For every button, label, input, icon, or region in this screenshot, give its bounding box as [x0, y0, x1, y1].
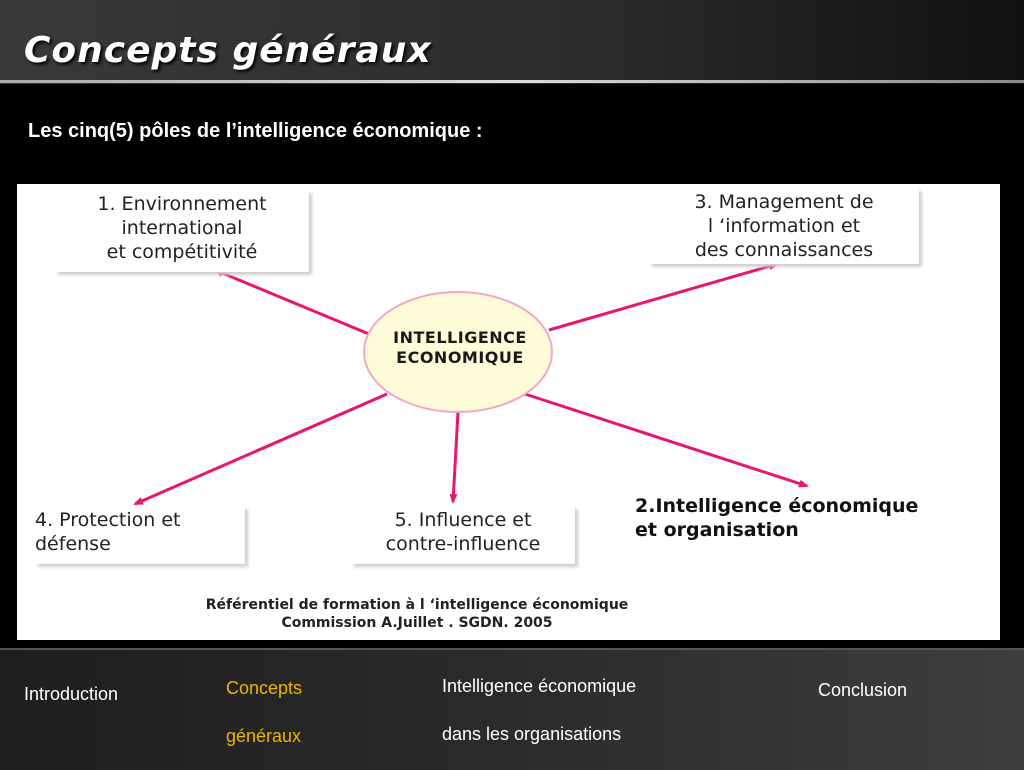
nav-conclusion[interactable]: Conclusion	[818, 680, 908, 700]
nav-introduction[interactable]: Introduction	[24, 684, 119, 704]
pole-1-box: 1. Environnement international et compétitivité	[55, 190, 309, 272]
arrow-to-pole-1	[215, 270, 369, 334]
source-reference: Référentiel de formation à l ‘intelligence économique Commission A.Juillet . SGDN. 2005	[205, 597, 629, 631]
five-poles-diagram	[17, 184, 1000, 640]
pole-2-box: 2.Intelligence économique et organisation	[635, 494, 975, 546]
nav-ie-organisations-line-2[interactable]: dans les organisations	[442, 724, 622, 744]
page-title: Concepts généraux	[24, 30, 432, 71]
header-divider	[0, 80, 1024, 83]
pole-5-box: 5. Influence et contre-influence	[351, 506, 575, 564]
arrow-to-pole-2	[525, 394, 807, 486]
arrow-to-pole-3	[549, 264, 777, 330]
arrow-to-pole-4	[135, 394, 387, 504]
arrow-to-pole-5	[453, 412, 458, 502]
nav-concepts-line-2[interactable]: généraux	[226, 726, 302, 746]
slide-subtitle: Les cinq(5) pôles de l’intelligence économique :	[28, 120, 483, 142]
nav-concepts-line-1[interactable]: Concepts	[226, 678, 303, 698]
pole-4-box: 4. Protection et défense	[35, 506, 245, 564]
pole-3-box: 3. Management de l ‘information et des connaissances	[649, 188, 919, 264]
nav-ie-organisations-line-1[interactable]: Intelligence économique	[442, 676, 637, 696]
center-label: INTELLIGENCE ECONOMIQUE	[393, 328, 527, 367]
footer-navigation	[0, 648, 1024, 770]
